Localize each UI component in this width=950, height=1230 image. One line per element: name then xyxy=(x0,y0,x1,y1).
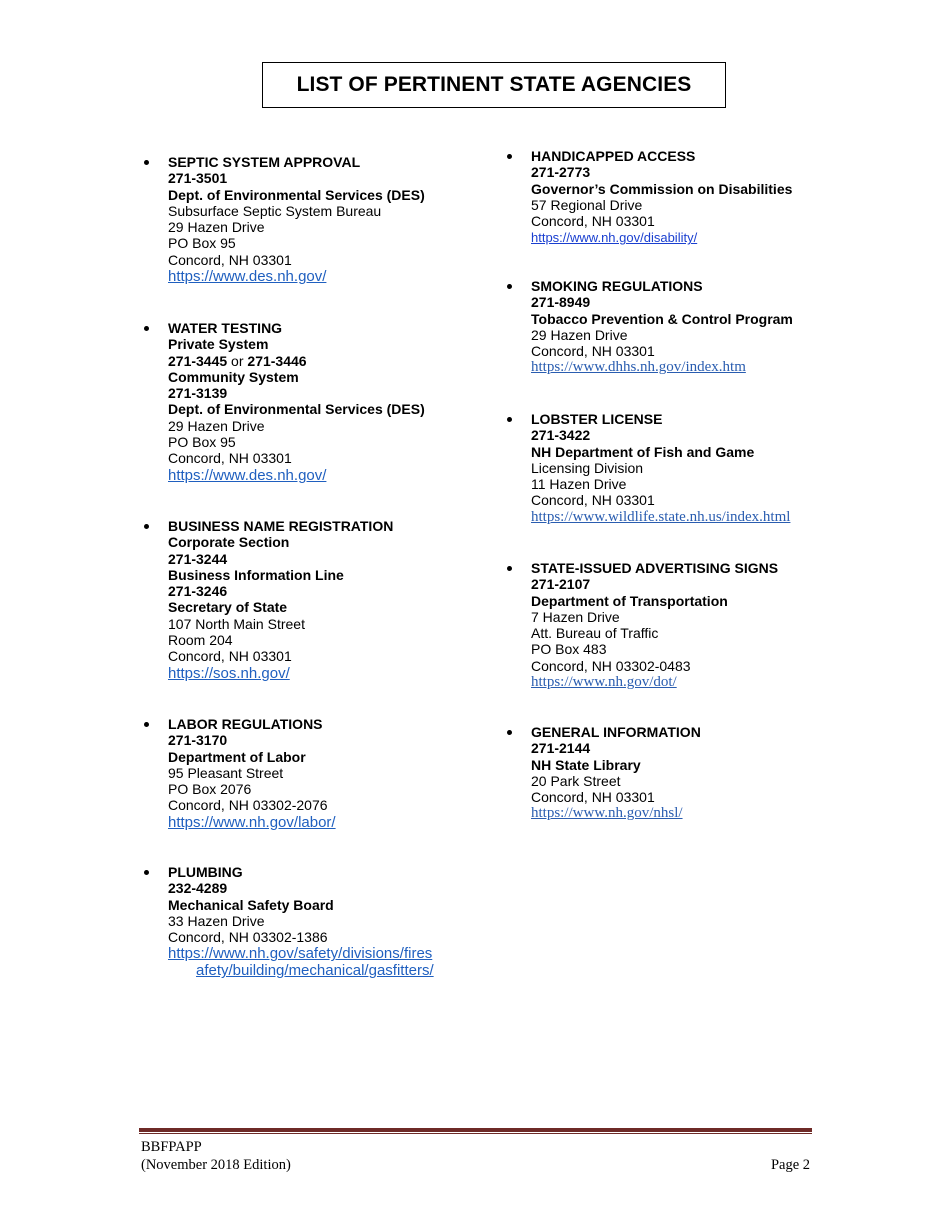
address-line: PO Box 483 xyxy=(531,641,607,658)
agency-link[interactable]: https://www.nh.gov/nhsl/ xyxy=(531,805,683,822)
entry-smoking xyxy=(531,278,793,376)
entry-heading: LOBSTER LICENSE xyxy=(531,411,663,427)
entry-heading: PLUMBING xyxy=(168,864,243,880)
phone-number: 271-2107 xyxy=(531,576,591,593)
phone-number: 271-3139 xyxy=(168,385,228,402)
agency-link[interactable]: https://www.wildlife.state.nh.us/index.html xyxy=(531,508,791,525)
address-line: 33 Hazen Drive xyxy=(168,912,265,929)
phone-number: 232-4289 xyxy=(168,880,228,897)
agency-link[interactable]: https://sos.nh.gov/ xyxy=(168,664,290,682)
agency-name: Department of Transportation xyxy=(531,592,728,609)
entry-heading: LABOR REGULATIONS xyxy=(168,716,323,732)
bullet xyxy=(144,326,149,331)
agency-name: Department of Labor xyxy=(168,748,306,765)
footer-divider xyxy=(139,1128,812,1132)
link-text-line2[interactable]: afety/building/mechanical/gasfitters/ xyxy=(196,962,434,980)
agency-name: Dept. of Environmental Services (DES) xyxy=(168,401,425,418)
agency-link[interactable]: https://www.des.nh.gov/ xyxy=(168,268,327,286)
bullet xyxy=(144,870,149,875)
address-line: Subsurface Septic System Bureau xyxy=(168,202,382,219)
address-line: 29 Hazen Drive xyxy=(168,417,265,434)
agency-name: Mechanical Safety Board xyxy=(168,896,334,913)
agency-name: NH Department of Fish and Game xyxy=(531,443,755,460)
address-line: Room 204 xyxy=(168,632,233,649)
entry-septic xyxy=(168,154,425,285)
bullet xyxy=(507,730,512,735)
phone-number: 271-3445 xyxy=(168,352,228,369)
phone-number: 271-8949 xyxy=(531,294,591,311)
agency-name: Secretary of State xyxy=(168,599,288,616)
entry-general-information xyxy=(531,724,701,822)
entry-heading: SMOKING REGULATIONS xyxy=(531,278,703,294)
footer-info xyxy=(141,1138,291,1174)
address-line: Licensing Division xyxy=(531,459,644,476)
address-line: 29 Hazen Drive xyxy=(168,219,265,236)
address-line: Concord, NH 03301 xyxy=(168,251,292,268)
address-line: PO Box 95 xyxy=(168,235,236,252)
entry-labor xyxy=(168,716,336,831)
entry-heading: HANDICAPPED ACCESS xyxy=(531,148,696,164)
phone-number: 271-3244 xyxy=(168,550,228,567)
page-number: Page 2 xyxy=(770,1157,810,1173)
phone-number: 271-2144 xyxy=(531,740,591,757)
address-line: 29 Hazen Drive xyxy=(531,326,628,343)
address-line: Concord, NH 03302-0483 xyxy=(531,657,691,674)
phone-number: 271-3422 xyxy=(531,427,591,444)
address-line: Concord, NH 03301 xyxy=(531,492,655,509)
phone-number: 271-3246 xyxy=(168,583,228,600)
address-line: 20 Park Street xyxy=(531,772,621,789)
agency-name: Governor’s Commission on Disabilities xyxy=(531,180,793,197)
address-line: PO Box 2076 xyxy=(168,781,252,798)
phone-numbers xyxy=(168,353,425,369)
bullet xyxy=(507,566,512,571)
agency-link[interactable]: https://www.des.nh.gov/ xyxy=(168,466,327,484)
bullet xyxy=(144,722,149,727)
address-line: PO Box 95 xyxy=(168,434,236,451)
bullet xyxy=(507,417,512,422)
entry-business-registration xyxy=(168,518,393,682)
link-text-line1[interactable]: https://www.nh.gov/safety/divisions/fires xyxy=(168,945,433,963)
address-line: 107 North Main Street xyxy=(168,615,305,632)
entry-heading: GENERAL INFORMATION xyxy=(531,724,701,740)
agency-name: NH State Library xyxy=(531,756,641,773)
phone-number: 271-3501 xyxy=(168,170,228,187)
entry-heading: SEPTIC SYSTEM APPROVAL xyxy=(168,154,361,170)
section-label: Community System xyxy=(168,368,299,385)
entry-plumbing xyxy=(168,864,434,979)
address-line: Concord, NH 03301 xyxy=(531,343,655,360)
entry-advertising-signs xyxy=(531,560,778,691)
entry-heading: WATER TESTING xyxy=(168,320,283,336)
address-line: 95 Pleasant Street xyxy=(168,764,284,781)
section-label: Business Information Line xyxy=(168,566,344,583)
address-line: Concord, NH 03301 xyxy=(531,213,655,230)
document-code: BBFPAPP xyxy=(141,1139,202,1155)
section-label: Corporate Section xyxy=(168,534,290,551)
agency-link[interactable]: https://www.nh.gov/labor/ xyxy=(168,813,336,831)
phone-number: 271-2773 xyxy=(531,164,591,181)
address-line: Concord, NH 03301 xyxy=(168,450,292,467)
address-line: Concord, NH 03301 xyxy=(531,789,655,806)
bullet xyxy=(144,160,149,165)
agency-link[interactable]: https://www.nh.gov/dot/ xyxy=(531,674,677,691)
entry-heading: STATE-ISSUED ADVERTISING SIGNS xyxy=(531,560,779,576)
phone-number: 271-3170 xyxy=(168,732,228,749)
agency-name: Dept. of Environmental Services (DES) xyxy=(168,186,425,203)
entry-water-testing xyxy=(168,320,425,484)
entry-lobster-license xyxy=(531,411,790,526)
or-text: or xyxy=(227,352,248,369)
bullet xyxy=(507,284,512,289)
footer-divider-thin xyxy=(139,1133,812,1134)
page-title: LIST OF PERTINENT STATE AGENCIES xyxy=(262,62,726,108)
phone-number: 271-3446 xyxy=(247,352,307,369)
entry-heading: BUSINESS NAME REGISTRATION xyxy=(168,518,394,534)
address-line: 7 Hazen Drive xyxy=(531,608,620,625)
address-line: Att. Bureau of Traffic xyxy=(531,625,659,642)
address-line: Concord, NH 03301 xyxy=(168,648,292,665)
agency-link[interactable]: https://www.nh.gov/disability/ xyxy=(531,230,698,246)
agency-name: Tobacco Prevention & Control Program xyxy=(531,310,793,327)
address-line: Concord, NH 03302-1386 xyxy=(168,929,328,946)
section-label: Private System xyxy=(168,336,269,353)
bullet xyxy=(144,524,149,529)
address-line: 57 Regional Drive xyxy=(531,196,643,213)
address-line: 11 Hazen Drive xyxy=(531,476,627,493)
entry-handicapped-access xyxy=(531,148,792,246)
agency-link[interactable] xyxy=(168,945,434,979)
edition-label: (November 2018 Edition) xyxy=(141,1157,291,1173)
bullet xyxy=(507,154,512,159)
agency-link[interactable]: https://www.dhhs.nh.gov/index.htm xyxy=(531,359,746,376)
address-line: Concord, NH 03302-2076 xyxy=(168,797,328,814)
